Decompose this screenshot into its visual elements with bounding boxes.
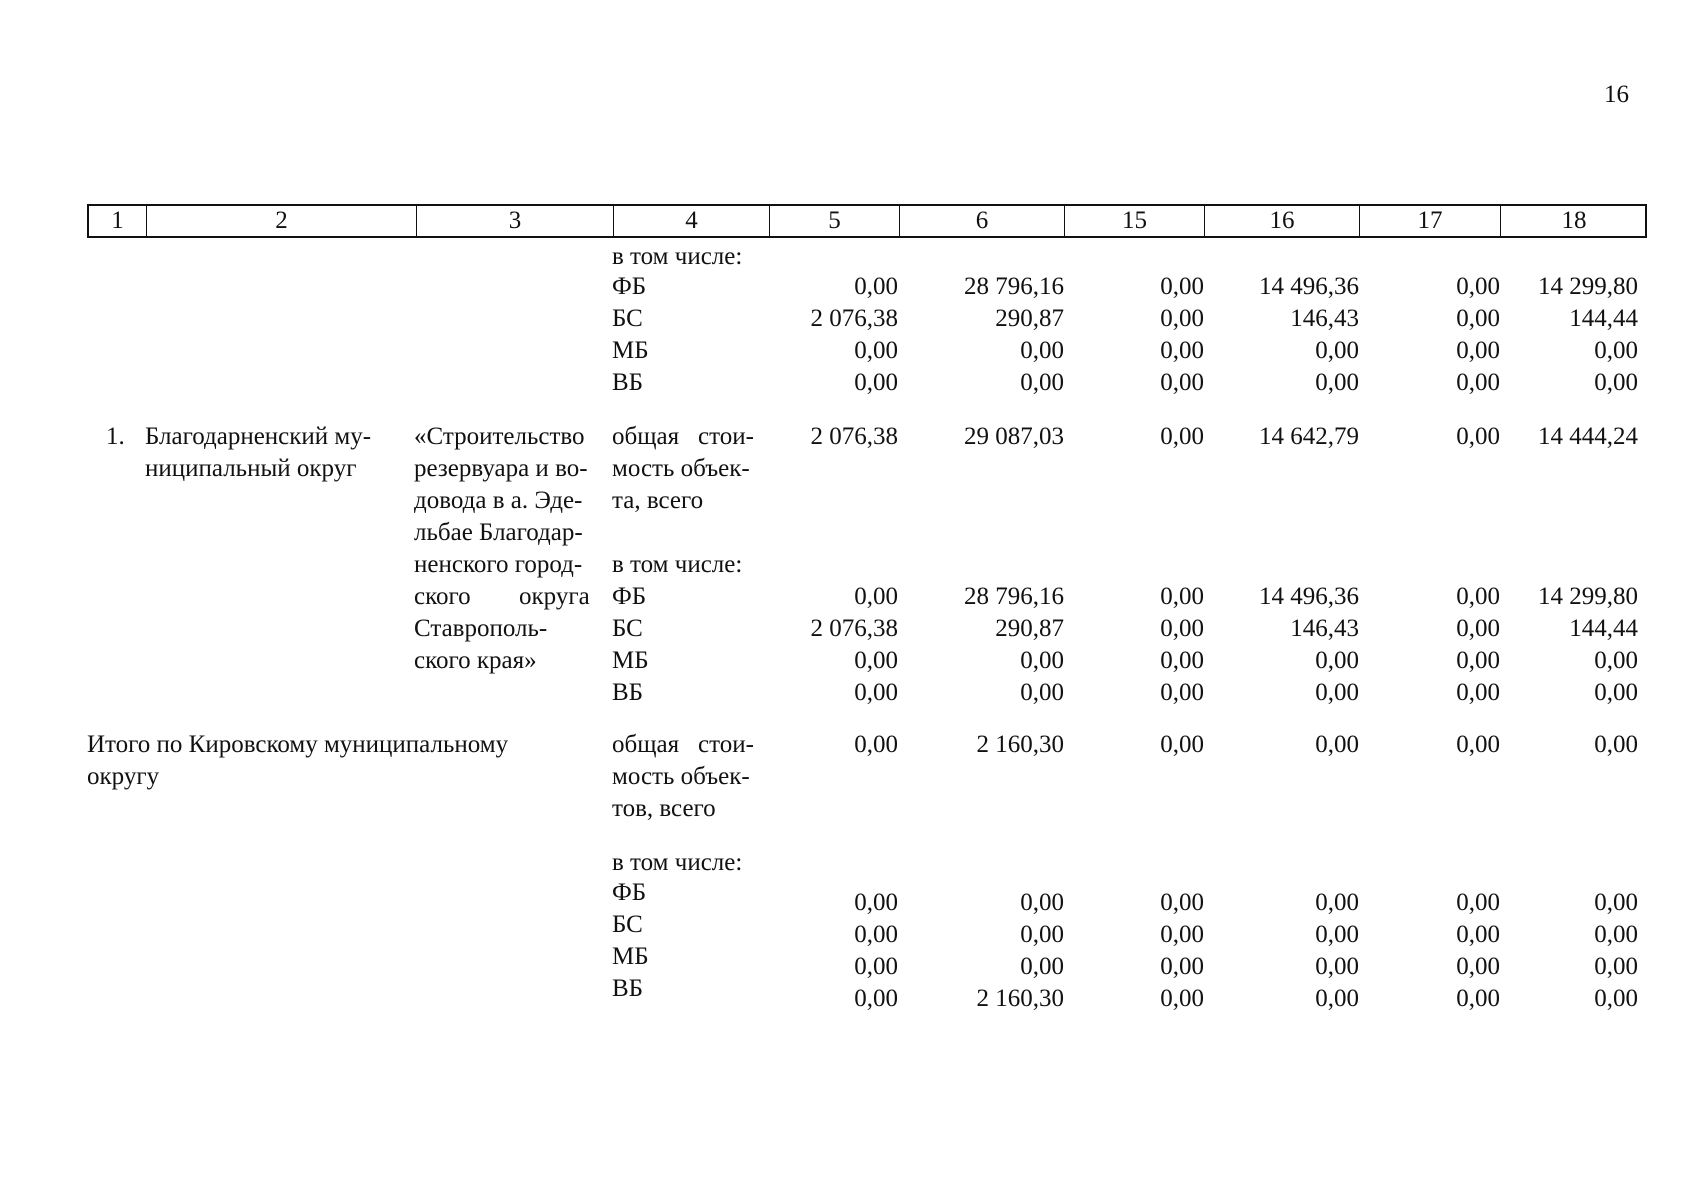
cell-value: 0,00 <box>1456 615 1500 642</box>
cell-value: 0,00 <box>1594 679 1638 706</box>
source-label-fb: ФБ <box>612 879 647 906</box>
cell-value: 14 496,36 <box>1259 273 1359 300</box>
cell-value: 0,00 <box>1594 921 1638 948</box>
cell-value: 0,00 <box>1315 647 1359 674</box>
cell-value: 0,00 <box>1160 273 1204 300</box>
source-label-bs: БС <box>612 615 643 642</box>
total-value: 2 160,30 <box>976 731 1064 758</box>
cell-value: 146,43 <box>1290 615 1359 642</box>
cell-value: 0,00 <box>1456 889 1500 916</box>
object-name-line: ненского город- <box>414 551 583 578</box>
cell-value: 0,00 <box>1020 647 1064 674</box>
header-col-15: 15 <box>1065 206 1205 236</box>
header-col-5: 5 <box>770 206 900 236</box>
cell-value: 0,00 <box>1160 953 1204 980</box>
source-label-bs: БС <box>612 911 643 938</box>
section-title-line: Итого по Кировскому муниципальному <box>87 731 509 758</box>
header-col-16: 16 <box>1205 206 1360 236</box>
total-value: 0,00 <box>854 731 898 758</box>
cell-value: 0,00 <box>1456 985 1500 1012</box>
cell-value: 28 796,16 <box>964 273 1064 300</box>
object-name-line: резервуара и во- <box>414 455 588 482</box>
total-cost-label: стои- <box>698 731 754 758</box>
total-value: 0,00 <box>1456 731 1500 758</box>
breakdown-intro: в том числе: <box>612 551 743 578</box>
cell-value: 28 796,16 <box>964 583 1064 610</box>
cell-value: 0,00 <box>1020 953 1064 980</box>
object-name-line: Ставрополь- <box>414 615 548 642</box>
cell-value: 0,00 <box>854 583 898 610</box>
total-cost-label: мость объек- <box>612 455 750 482</box>
object-name-line: льбае Благодар- <box>414 519 583 546</box>
cell-value: 0,00 <box>1020 889 1064 916</box>
cell-value: 0,00 <box>1456 337 1500 364</box>
total-cost-label: та, всего <box>612 487 704 514</box>
cell-value: 0,00 <box>1315 921 1359 948</box>
object-name-line: ского <box>414 583 471 610</box>
source-label-mb: МБ <box>612 943 649 970</box>
source-label-fb: ФБ <box>612 273 647 300</box>
cell-value: 0,00 <box>1160 985 1204 1012</box>
cell-value: 0,00 <box>854 953 898 980</box>
total-cost-label: стои- <box>698 423 754 450</box>
source-label-vb: ВБ <box>612 679 644 706</box>
cell-value: 0,00 <box>1020 369 1064 396</box>
cell-value: 0,00 <box>1160 369 1204 396</box>
total-cost-label: мость объек- <box>612 763 750 790</box>
source-label-mb: МБ <box>612 647 649 674</box>
cell-value: 0,00 <box>1315 679 1359 706</box>
cell-value: 144,44 <box>1569 305 1638 332</box>
source-label-vb: ВБ <box>612 369 644 396</box>
cell-value: 0,00 <box>1160 615 1204 642</box>
cell-value: 14 496,36 <box>1259 583 1359 610</box>
cell-value: 2 160,30 <box>976 985 1064 1012</box>
cell-value: 0,00 <box>1456 679 1500 706</box>
cell-value: 0,00 <box>1594 985 1638 1012</box>
cell-value: 0,00 <box>1594 647 1638 674</box>
cell-value: 0,00 <box>1456 921 1500 948</box>
cell-value: 0,00 <box>1456 305 1500 332</box>
total-value: 29 087,03 <box>964 423 1064 450</box>
page-number: 16 <box>1604 81 1629 108</box>
total-value: 0,00 <box>1456 423 1500 450</box>
cell-value: 0,00 <box>1160 679 1204 706</box>
cell-value: 0,00 <box>1315 953 1359 980</box>
cell-value: 2 076,38 <box>810 305 898 332</box>
table-header <box>87 204 1647 238</box>
cell-value: 0,00 <box>1456 273 1500 300</box>
cell-value: 14 299,80 <box>1538 273 1638 300</box>
cell-value: 0,00 <box>1315 369 1359 396</box>
cell-value: 0,00 <box>854 985 898 1012</box>
cell-value: 144,44 <box>1569 615 1638 642</box>
cell-value: 0,00 <box>854 889 898 916</box>
cell-value: 0,00 <box>1020 921 1064 948</box>
header-col-2: 2 <box>147 206 417 236</box>
cell-value: 0,00 <box>1020 337 1064 364</box>
header-col-1: 1 <box>89 206 147 236</box>
object-name-line: округа <box>519 583 590 610</box>
cell-value: 0,00 <box>1456 953 1500 980</box>
total-value: 14 444,24 <box>1538 423 1638 450</box>
total-value: 0,00 <box>1315 731 1359 758</box>
breakdown-intro: в том числе: <box>612 243 743 270</box>
cell-value: 0,00 <box>1160 921 1204 948</box>
cell-value: 0,00 <box>1456 369 1500 396</box>
district-name-line: ниципальный округ <box>145 455 357 482</box>
object-name-line: ского края» <box>414 647 537 674</box>
total-value: 2 076,38 <box>810 423 898 450</box>
total-value: 0,00 <box>1594 731 1638 758</box>
total-cost-label: общая <box>612 423 680 450</box>
cell-value: 0,00 <box>1456 583 1500 610</box>
cell-value: 0,00 <box>1315 985 1359 1012</box>
source-label-mb: МБ <box>612 337 649 364</box>
section-title-line: округу <box>87 763 160 790</box>
source-label-fb: ФБ <box>612 583 647 610</box>
cell-value: 0,00 <box>854 679 898 706</box>
header-col-3: 3 <box>417 206 614 236</box>
cell-value: 0,00 <box>1160 889 1204 916</box>
cell-value: 0,00 <box>1456 647 1500 674</box>
cell-value: 2 076,38 <box>810 615 898 642</box>
cell-value: 0,00 <box>1160 647 1204 674</box>
source-label-vb: ВБ <box>612 975 644 1002</box>
source-label-bs: БС <box>612 305 643 332</box>
total-cost-label: общая <box>612 731 680 758</box>
total-value: 14 642,79 <box>1259 423 1359 450</box>
header-col-4: 4 <box>614 206 770 236</box>
total-value: 0,00 <box>1160 731 1204 758</box>
object-name-line: довода в а. Эде- <box>414 487 583 514</box>
cell-value: 0,00 <box>1160 337 1204 364</box>
cell-value: 0,00 <box>1315 889 1359 916</box>
cell-value: 0,00 <box>854 273 898 300</box>
cell-value: 14 299,80 <box>1538 583 1638 610</box>
cell-value: 0,00 <box>1594 953 1638 980</box>
cell-value: 0,00 <box>1594 369 1638 396</box>
header-col-18: 18 <box>1561 207 1587 234</box>
object-name-line: «Строительство <box>414 423 585 450</box>
cell-value: 0,00 <box>854 369 898 396</box>
header-col-17: 17 <box>1360 206 1501 236</box>
cell-value: 0,00 <box>1160 305 1204 332</box>
cell-value: 0,00 <box>1160 583 1204 610</box>
item-number: 1. <box>106 423 125 450</box>
total-cost-label: тов, всего <box>612 795 716 822</box>
district-name-line: Благодарненский му- <box>145 423 372 450</box>
total-value: 0,00 <box>1160 423 1204 450</box>
cell-value: 0,00 <box>1315 337 1359 364</box>
cell-value: 0,00 <box>854 337 898 364</box>
breakdown-intro: в том числе: <box>612 849 743 876</box>
cell-value: 146,43 <box>1290 305 1359 332</box>
cell-value: 0,00 <box>1594 889 1638 916</box>
cell-value: 290,87 <box>995 615 1064 642</box>
cell-value: 0,00 <box>854 647 898 674</box>
cell-value: 0,00 <box>1594 337 1638 364</box>
cell-value: 290,87 <box>995 305 1064 332</box>
cell-value: 0,00 <box>1020 679 1064 706</box>
cell-value: 0,00 <box>854 921 898 948</box>
header-col-6: 6 <box>900 206 1065 236</box>
